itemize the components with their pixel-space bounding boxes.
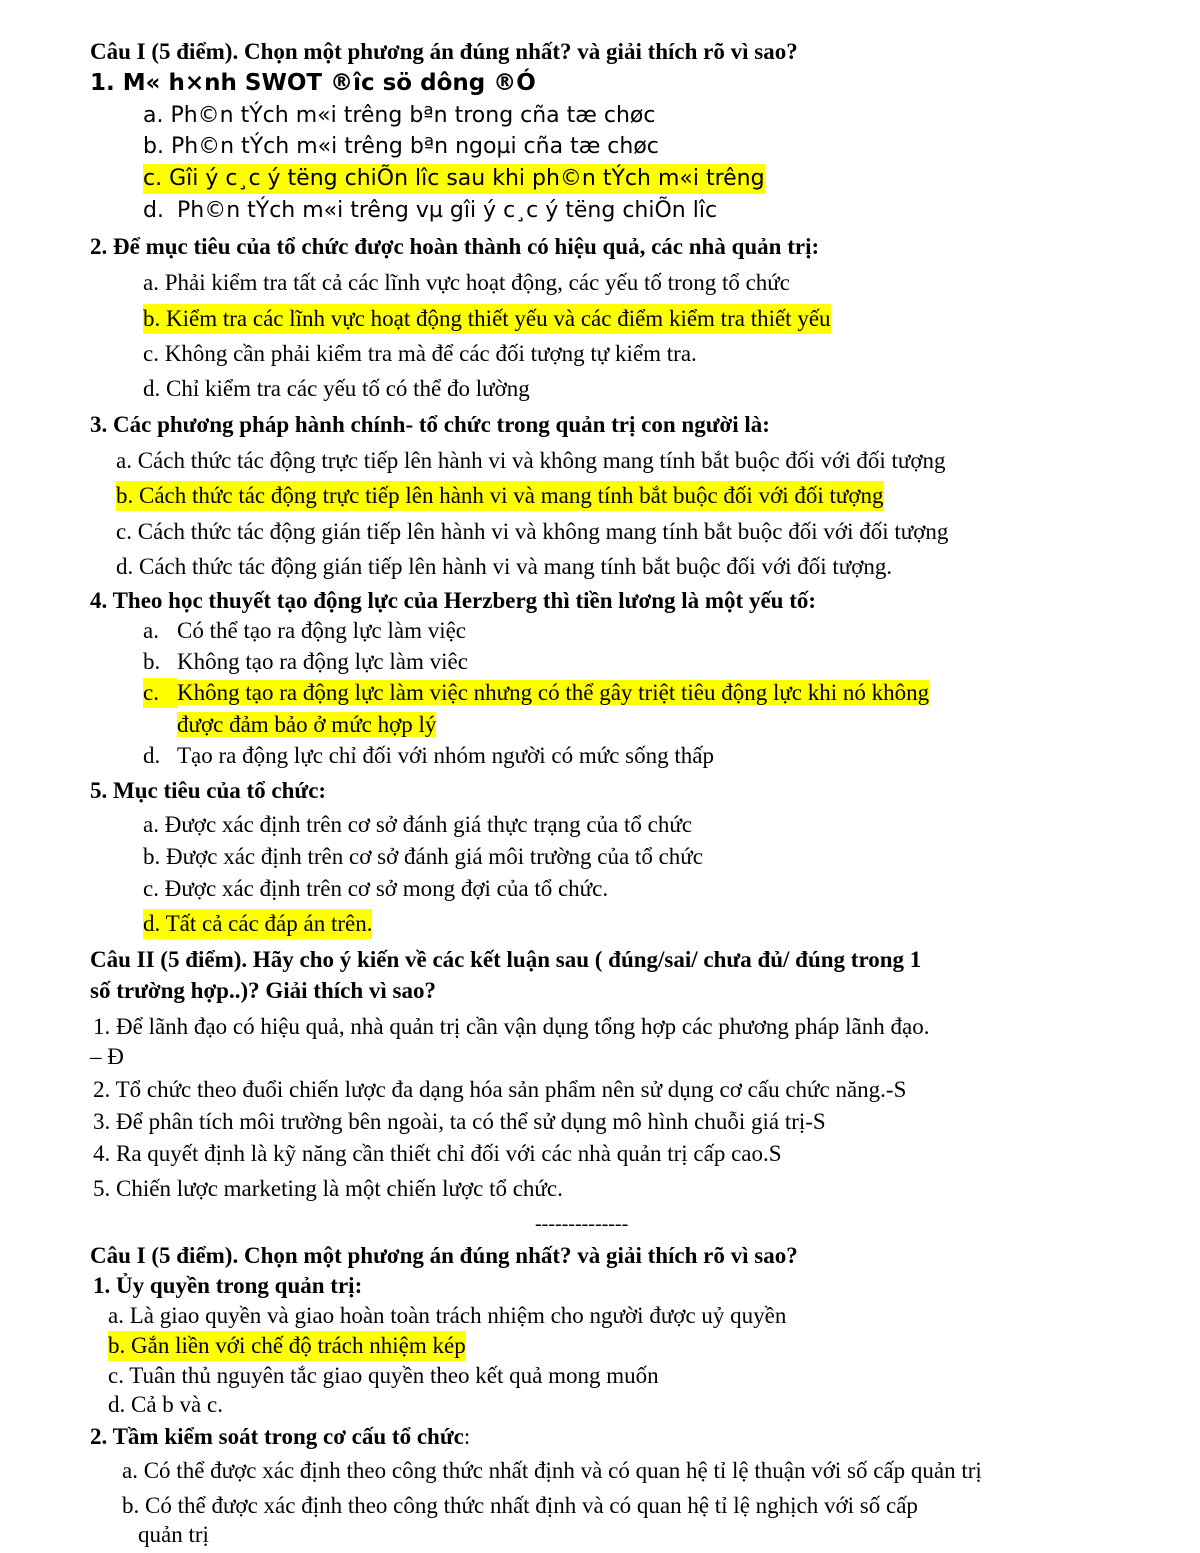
- statement-2: 2. Tổ chức theo đuổi chiến lược đa dạng hóa sản phẩm nên sử dụng cơ cấu chức năng.-S: [93, 1077, 907, 1102]
- q5-option-d-answer: d. Tất cả các đáp án trên.: [143, 909, 372, 939]
- q3-option-b-answer: b. Cách thức tác động trực tiếp lên hành vi và mang tính bắt buộc đối với đối tượng: [116, 481, 884, 511]
- q4-option-c-continuation: [177, 710, 436, 740]
- statement-5: 5. Chiến lược marketing là một chiến lược tổ chức.: [93, 1176, 563, 1201]
- q4-option-a-text: Có thể tạo ra động lực làm việc: [177, 618, 467, 643]
- q3-option-c: c. Cách thức tác động gián tiếp lên hành vi và không mang tính bắt buộc đối với đối tượng: [116, 519, 949, 544]
- separator: --------------: [535, 1213, 629, 1235]
- q1-option-d-text: Ph©n tÝch m«i trêng vµ gîi ý c¸c ý tëng chiÕn lîc: [177, 198, 718, 223]
- q5-option-a: a. Được xác định trên cơ sở đánh giá thực trạng của tổ chức: [143, 812, 693, 837]
- question-3-title: 3. Các phương pháp hành chính- tổ chức trong quản trị con người là:: [90, 412, 770, 437]
- part3-q1-option-d: d. Cả b và c.: [108, 1392, 223, 1417]
- q3-option-a: a. Cách thức tác động trực tiếp lên hành vi và không mang tính bắt buộc đối với đối tượng: [116, 448, 946, 473]
- question-2-title: 2. Để mục tiêu của tổ chức được hoàn thành có hiệu quả, các nhà quản trị:: [90, 234, 820, 259]
- question-1-title: 1. M« h×nh SWOT ®îc sö dông ®Ó: [90, 70, 536, 96]
- question-4-title: 4. Theo học thuyết tạo động lực của Herzberg thì tiền lương là một yếu tố:: [90, 588, 817, 613]
- q2-option-a: a. Phải kiểm tra tất cả các lĩnh vực hoạt động, các yếu tố trong tổ chức: [143, 270, 790, 295]
- q5-option-b: b. Được xác định trên cơ sở đánh giá môi trường của tổ chức: [143, 844, 703, 869]
- q1-option-a: a. Ph©n tÝch m«i trêng bªn trong cña tæ chøc: [143, 103, 656, 128]
- q4-option-c-text-line1: Không tạo ra động lực làm việc nhưng có thể gây triệt tiêu động lực khi nó không: [177, 680, 930, 705]
- part3-question-2-title-text: 2. Tầm kiểm soát trong cơ cấu tổ chức: [90, 1424, 464, 1449]
- section-3-header: Câu I (5 điểm). Chọn một phương án đúng nhất? và giải thích rõ vì sao?: [90, 1243, 798, 1268]
- q5-option-c: c. Được xác định trên cơ sở mong đợi của tổ chức.: [143, 876, 609, 901]
- section-2-header-line1: Câu II (5 điểm). Hãy cho ý kiến về các kết luận sau ( đúng/sai/ chưa đủ/ đúng trong 1: [90, 947, 922, 972]
- q4-option-d-label: d.: [143, 743, 161, 768]
- q4-option-b-text: Không tạo ra động lực làm viêc: [177, 649, 468, 674]
- q2-option-d: d. Chỉ kiểm tra các yếu tố có thể đo lường: [143, 376, 530, 401]
- statement-1: 1. Để lãnh đạo có hiệu quả, nhà quản trị cần vận dụng tổng hợp các phương pháp lãnh đạo.: [93, 1014, 930, 1039]
- q4-option-d-text: Tạo ra động lực chỉ đối với nhóm người có mức sống thấp: [177, 743, 714, 768]
- q1-option-b: b. Ph©n tÝch m«i trêng bªn ngoµi cña tæ chøc: [143, 134, 659, 159]
- q4-option-b: [143, 647, 468, 677]
- q4-option-c-answer: [143, 678, 929, 708]
- part3-q1-option-c: c. Tuân thủ nguyên tắc giao quyền theo kết quả mong muốn: [108, 1363, 659, 1388]
- question-5-title: 5. Mục tiêu của tổ chức:: [90, 778, 327, 803]
- q4-option-a-label: a.: [143, 618, 159, 643]
- q4-option-b-label: b.: [143, 649, 161, 674]
- statement-1-answer: – Đ: [90, 1044, 124, 1069]
- section-header: Câu I (5 điểm). Chọn một phương án đúng nhất? và giải thích rõ vì sao?: [90, 39, 798, 64]
- part3-q1-option-b-answer: b. Gắn liền với chế độ trách nhiệm kép: [108, 1331, 466, 1361]
- q4-option-c-text-line2: được đảm bảo ở mức hợp lý: [177, 712, 437, 737]
- part3-question-2-colon: :: [463, 1424, 471, 1449]
- part3-q1-option-a: a. Là giao quyền và giao hoàn toàn trách nhiệm cho người được uỷ quyền: [108, 1303, 787, 1328]
- part3-question-2-title: [90, 1422, 470, 1452]
- q4-option-a: [143, 616, 466, 646]
- q4-option-d: [143, 741, 714, 771]
- section-2-header-line2: số trường hợp..)? Giải thích vì sao?: [90, 978, 436, 1003]
- part3-q2-option-b-continuation: quản trị: [138, 1522, 209, 1547]
- q3-option-d: d. Cách thức tác động gián tiếp lên hành vi và mang tính bắt buộc đối với đối tượng.: [116, 554, 893, 579]
- q1-option-d: [143, 196, 717, 226]
- part3-q2-option-b: b. Có thể được xác định theo công thức nhất định và có quan hệ tỉ lệ nghịch với số cấp: [122, 1493, 918, 1518]
- statement-4: 4. Ra quyết định là kỹ năng cần thiết chỉ đối với các nhà quản trị cấp cao.S: [93, 1141, 782, 1166]
- q2-option-b-answer: b. Kiểm tra các lĩnh vực hoạt động thiết yếu và các điểm kiểm tra thiết yếu: [143, 304, 831, 334]
- q1-option-c-answer: c. Gîi ý c¸c ý tëng chiÕn lîc sau khi ph©n tÝch m«i trêng: [143, 164, 765, 194]
- q1-option-d-label: d.: [143, 198, 164, 223]
- q2-option-c: c. Không cần phải kiểm tra mà để các đối tượng tự kiểm tra.: [143, 341, 697, 366]
- part3-q2-option-a: a. Có thể được xác định theo công thức nhất định và có quan hệ tỉ lệ thuận với số cấp quản trị: [122, 1458, 982, 1483]
- q4-option-c-label: c.: [143, 678, 177, 708]
- statement-3: 3. Để phân tích môi trường bên ngoài, ta có thể sử dụng mô hình chuỗi giá trị-S: [93, 1109, 826, 1134]
- part3-question-1-title: 1. Ủy quyền trong quản trị:: [93, 1273, 363, 1298]
